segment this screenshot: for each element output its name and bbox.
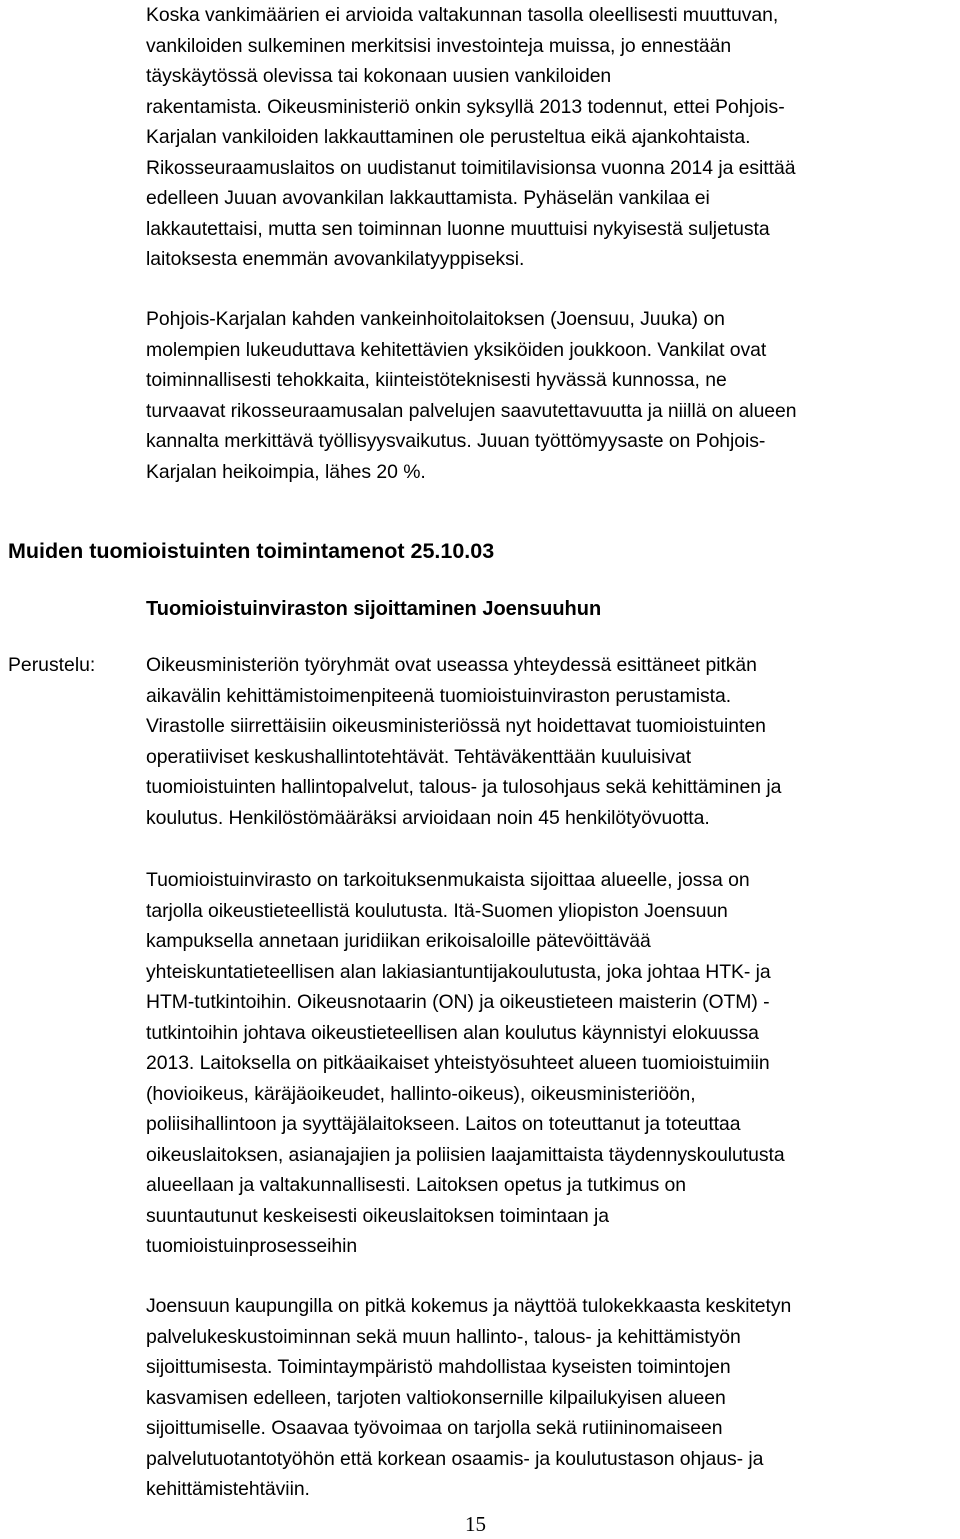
- body-paragraph-joensuu-city: Joensuun kaupungilla on pitkä kokemus ja näyttöä tulokekkaasta keskitetyn palvelukeskustoiminnan sekä muun hallinto-, talous- ja kehittämistyön sijoittumisesta. Toimintaympäristö mahdollistaa kyseisten toimintojen kasvamisen edelleen, tarjoten valtiokonsernille kilpailukyisen alueen sijoittumiselle. Osaavaa työvoimaa on tarjolla sekä rutiininomaiseen palvelutuotantotyöhön että korkean osaamis- ja koulutustason ohjaus- ja kehittämistehtäviin.: [146, 1295, 792, 1500]
- intro-paragraph-north-karelia: Pohjois-Karjalan kahden vankeinhoitolaitoksen (Joensuu, Juuka) on molempien lukeuduttava kehitettävien yksiköiden joukkoon. Vankilat ovat toiminnallisesti tehokkaita, kiinteistöteknisesti hyvässä kunnossa, ne turvaavat rikosseuraamusalan palvelujen saavutettavuutta ja niillä on alueen kannalta merkittävä työllisyysvaikutus. Juuan työttömyysaste on Pohjois- Karjalan heikoimpia, lähes 20 %.: [146, 308, 797, 483]
- perustelu-label: Perustelu:: [8, 654, 96, 676]
- intro-paragraph-prisons: Koska vankimäärien ei arvioida valtakunnan tasolla oleellisesti muuttuvan, vankiloiden sulkeminen merkitsisi investointeja muissa, jo ennestään täyskäytössä olevissa tai kokonaan uusien vankiloiden rakentamista. Oikeusministeriö onkin syksyllä 2013 todennut, ettei Pohjois- Karjalan vankiloiden lakkauttaminen ole perusteltua eikä ajankohtaista. Rikosseuraamuslaitos on uudistanut toimitilavisionsa vuonna 2014 ja esittää edelleen Juuan avovankilan lakkauttamista. Pyhäselän vankilaa ei lakkautettaisi, mutta sen toiminnan luonne muuttuisi nykyisestä suljetusta laitoksesta enemmän avovankilatyyppiseksi.: [146, 4, 796, 270]
- page-number: 15: [465, 1512, 486, 1536]
- section-heading: Muiden tuomioistuinten toimintamenot 25.10.03: [8, 539, 495, 563]
- subheading: Tuomioistuinviraston sijoittaminen Joensuuhun: [146, 598, 602, 620]
- body-paragraph-university: Tuomioistuinvirasto on tarkoituksenmukaista sijoittaa alueelle, jossa on tarjolla oikeustieteellistä koulutusta. Itä-Suomen yliopiston Joensuun kampuksella annetaan juridiikan erikoisaloille pätevöittävää yhteiskuntatieteellisen alan lakiasiantuntijakoulutusta, joka johtaa HTK- ja HTM-tutkintoihin. Oikeusnotaarin (ON) ja oikeustieteen maisterin (OTM) - tutkintoihin johtava oikeustieteellisen alan koulutus käynnistyi elokuussa 2013. Laitoksella on pitkäaikaiset yhteistyösuhteet alueen tuomioistuimiin (hovioikeus, käräjäoikeudet, hallinto-oikeus), oikeusministeriöön, poliisihallintoon ja syyttäjälaitokseen. Laitos on toteuttanut ja toteuttaa oikeuslaitoksen, asianajajien ja poliisien laajamittaista täydennyskoulutusta alueellaan ja valtakunnallisesti. Laitoksen opetus ja tutkimus on suuntautunut keskeisesti oikeuslaitoksen toimintaan ja tuomioistuinprosesseihin: [146, 869, 785, 1257]
- body-paragraph-ministry: Oikeusministeriön työryhmät ovat useassa yhteydessä esittäneet pitkän aikavälin kehittämistoimenpiteenä tuomioistuinviraston perustamista. Virastolle siirrettäisiin oikeusministeriössä nyt hoidettavat tuomioistuinten operatiiviset keskushallintotehtävät. Tehtäväkenttään kuuluisivat tuomioistuinten hallintopalvelut, talous- ja tulosohjaus sekä kehittäminen ja koulutus. Henkilöstömääräksi arvioidaan noin 45 henkilötyövuotta.: [146, 654, 782, 829]
